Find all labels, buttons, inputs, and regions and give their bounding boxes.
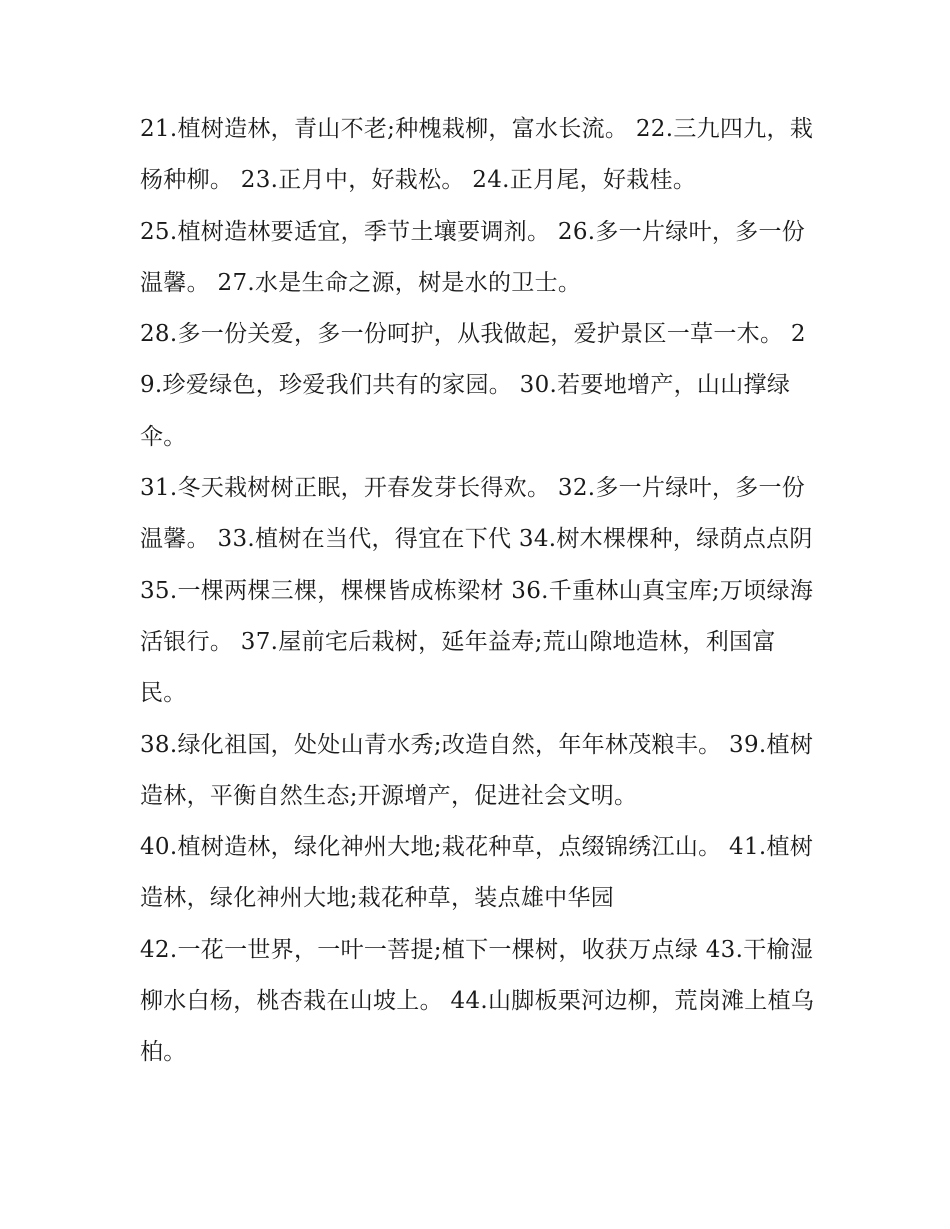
document-body (140, 104, 820, 1079)
paragraph-35-37: 35.一棵两棵三棵，棵棵皆成栋梁材 36.千重林山真宝库;万顷绿海活银行。 37.屋前宅后栽树，延年益寿;荒山隙地造林，利国富民。 (140, 577, 814, 707)
paragraph-31-34: 31.冬天栽树树正眠，开春发芽长得欢。 32.多一片绿叶，多一份温馨。 33.植树在当代，得宜在下代 34.树木棵棵种，绿荫点点阴 (140, 475, 813, 553)
paragraph-28-30: 28.多一份关爱，多一份呵护，从我做起，爱护景区一草一木。 29.珍爱绿色，珍爱我们共有的家园。 30.若要地增产，山山撑绿伞。 (140, 321, 806, 450)
paragraph-21-24: 21.植树造林，青山不老;种槐栽柳，富水长流。 22.三九四九，栽杨种柳。 23.正月中，好栽松。 24.正月尾，好栽桂。 (140, 116, 814, 194)
paragraph-40-41: 40.植树造林，绿化神州大地;栽花种草，点缀锦绣江山。 41.植树造林，绿化神州大地;栽花种草，装点雄中华园 (140, 834, 814, 912)
paragraph-42-44: 42.一花一世界，一叶一菩提;植下一棵树，收获万点绿 43.干榆湿柳水白杨，桃杏栽在山坡上。 44.山脚板栗河边柳，荒岗滩上植乌柏。 (140, 936, 815, 1066)
paragraph-25-27: 25.植树造林要适宜，季节土壤要调剂。 26.多一片绿叶，多一份温馨。 27.水是生命之源，树是水的卫士。 (140, 218, 806, 296)
paragraph-38-39: 38.绿化祖国，处处山青水秀;改造自然，年年林茂粮丰。 39.植树造林，平衡自然生态;开源增产，促进社会文明。 (140, 731, 814, 809)
